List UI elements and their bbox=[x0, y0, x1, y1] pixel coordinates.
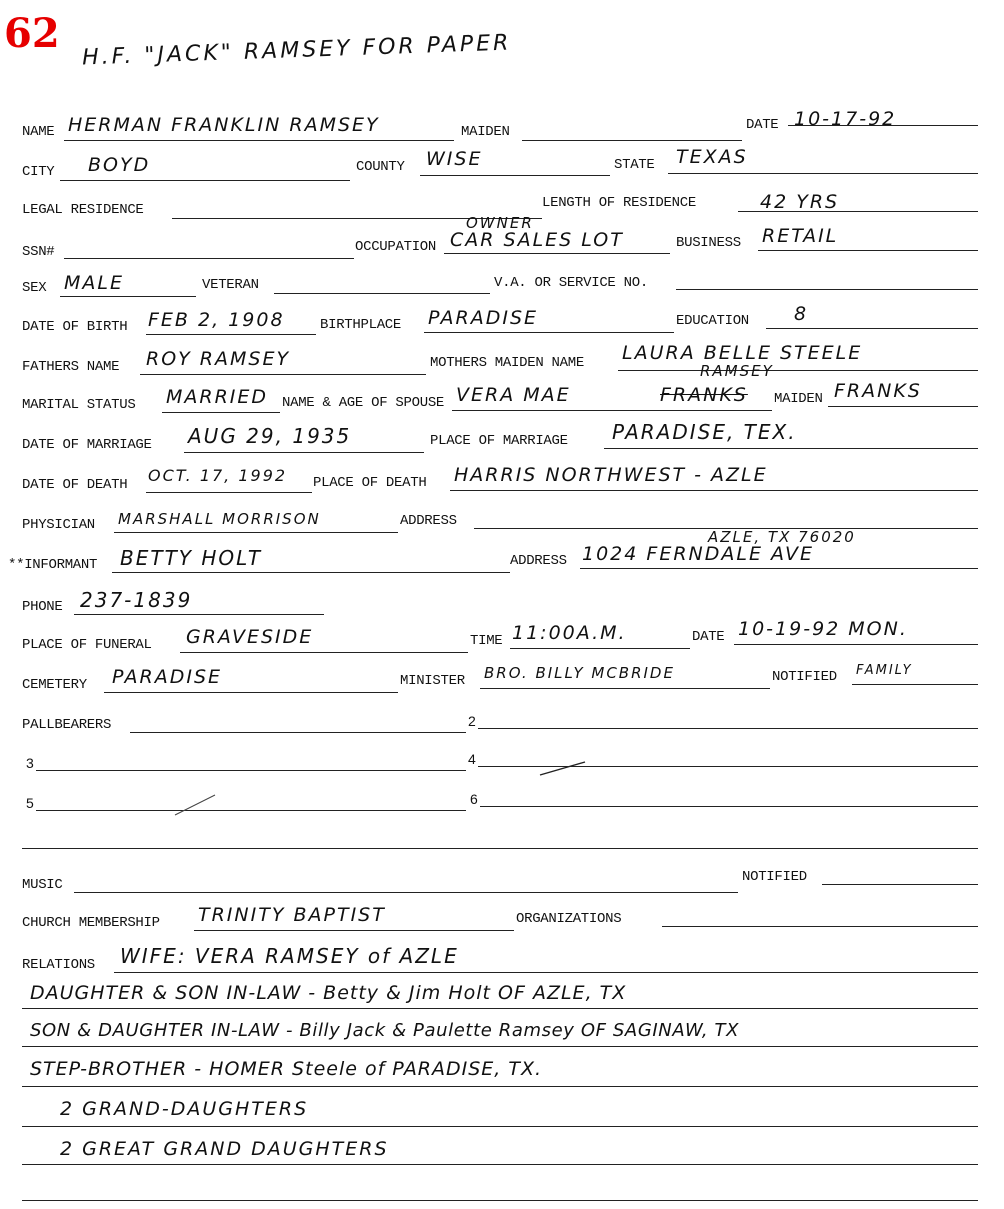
informant-address-label: ADDRESS bbox=[510, 553, 567, 569]
marital-status-value: MARRIED bbox=[166, 386, 269, 408]
informant-value: BETTY HOLT bbox=[120, 546, 263, 570]
pallbearer-6-label: 6 bbox=[470, 791, 478, 807]
birthplace-value: PARADISE bbox=[428, 307, 539, 329]
relations-line-4 bbox=[22, 1086, 978, 1087]
marital-status-label: MARITAL STATUS bbox=[22, 397, 136, 413]
va-number-label: V.A. OR SERVICE NO. bbox=[494, 275, 648, 291]
cemetery-value: PARADISE bbox=[112, 666, 223, 688]
county-label: COUNTY bbox=[356, 159, 405, 175]
minister-label: MINISTER bbox=[400, 673, 465, 689]
funeral-date-value: 10-19-92 MON. bbox=[738, 618, 908, 640]
relations-label: RELATIONS bbox=[22, 957, 95, 973]
city-value: BOYD bbox=[88, 154, 151, 176]
relation-entry: DAUGHTER & SON IN-LAW - Betty & Jim Holt OF AZLE, TX bbox=[30, 982, 627, 1004]
place-of-marriage-label: PLACE OF MARRIAGE bbox=[430, 433, 568, 449]
length-of-residence-label: LENGTH OF RESIDENCE bbox=[542, 195, 696, 211]
organizations-line bbox=[662, 926, 978, 927]
relation-entry: 2 GREAT GRAND DAUGHTERS bbox=[60, 1138, 389, 1160]
county-value: WISE bbox=[426, 148, 483, 170]
music-notified-label: NOTIFIED bbox=[742, 869, 807, 885]
notified-value: FAMILY bbox=[856, 663, 913, 678]
blank-line bbox=[22, 848, 978, 849]
minister-value: BRO. BILLY MCBRIDE bbox=[484, 664, 675, 682]
place-of-marriage-value: PARADISE, TEX. bbox=[612, 420, 797, 444]
church-membership-value: TRINITY BAPTIST bbox=[198, 904, 386, 926]
organizations-label: ORGANIZATIONS bbox=[516, 911, 622, 927]
date-label: DATE bbox=[746, 117, 779, 133]
informant-address-value: 1024 FERNDALE AVE bbox=[582, 543, 815, 565]
funeral-time-value: 11:00A.M. bbox=[512, 622, 627, 644]
date-of-marriage-value: AUG 29, 1935 bbox=[188, 424, 352, 448]
occupation-label: OCCUPATION bbox=[355, 239, 437, 255]
date-value: 10-17-92 bbox=[794, 108, 897, 130]
header-note: H.F. "JACK" RAMSEY FOR PAPER bbox=[81, 30, 512, 71]
legal-residence-label: LEGAL RESIDENCE bbox=[22, 202, 144, 218]
cemetery-label: CEMETERY bbox=[22, 677, 87, 693]
relations-line-6 bbox=[22, 1164, 978, 1165]
date-of-death-value: OCT. 17, 1992 bbox=[148, 466, 288, 485]
education-value: 8 bbox=[794, 303, 809, 325]
date-of-birth-label: DATE OF BIRTH bbox=[22, 319, 128, 335]
relation-entry: SON & DAUGHTER IN-LAW - Billy Jack & Paulette Ramsey OF SAGINAW, TX bbox=[30, 1020, 740, 1041]
pallbearer-2-label: 2 bbox=[468, 713, 476, 729]
spouse-struck-value: FRANKS bbox=[660, 384, 748, 406]
church-membership-label: CHURCH MEMBERSHIP bbox=[22, 915, 160, 931]
name-label: NAME bbox=[22, 124, 55, 140]
relations-line-7 bbox=[22, 1200, 978, 1201]
business-label: BUSINESS bbox=[676, 235, 741, 251]
page-number: 62 bbox=[4, 10, 60, 57]
sex-label: SEX bbox=[22, 280, 47, 296]
veteran-label: VETERAN bbox=[202, 277, 259, 293]
phone-label: PHONE bbox=[22, 599, 63, 615]
occupation-value: CAR SALES LOT bbox=[450, 229, 624, 251]
place-of-funeral-label: PLACE OF FUNERAL bbox=[22, 637, 152, 653]
music-label: MUSIC bbox=[22, 877, 63, 893]
fathers-name-value: ROY RAMSEY bbox=[146, 348, 291, 370]
relations-line-3 bbox=[22, 1046, 978, 1047]
pallbearer-5-label: 5 bbox=[26, 795, 34, 811]
occupation-note: OWNER bbox=[466, 214, 534, 232]
physician-address-label: ADDRESS bbox=[400, 513, 457, 529]
maiden-label: MAIDEN bbox=[461, 124, 510, 140]
date-of-birth-value: FEB 2, 1908 bbox=[148, 309, 285, 331]
notified-label: NOTIFIED bbox=[772, 669, 837, 685]
relation-entry: 2 GRAND-DAUGHTERS bbox=[60, 1098, 309, 1120]
physician-value: MARSHALL MORRISON bbox=[118, 510, 321, 528]
informant-label: **INFORMANT bbox=[8, 557, 98, 573]
birthplace-label: BIRTHPLACE bbox=[320, 317, 402, 333]
mothers-maiden-label: MOTHERS MAIDEN NAME bbox=[430, 355, 584, 371]
state-label: STATE bbox=[614, 157, 655, 173]
pallbearer-4-label: 4 bbox=[468, 751, 476, 767]
spouse-maiden-label: MAIDEN bbox=[774, 391, 823, 407]
fathers-name-label: FATHERS NAME bbox=[22, 359, 120, 375]
funeral-date-label: DATE bbox=[692, 629, 725, 645]
place-of-death-value: HARRIS NORTHWEST - AZLE bbox=[454, 464, 768, 486]
name-value: HERMAN FRANKLIN RAMSEY bbox=[68, 114, 380, 136]
place-of-funeral-value: GRAVESIDE bbox=[186, 626, 314, 648]
city-label: CITY bbox=[22, 164, 55, 180]
phone-value: 237-1839 bbox=[80, 588, 193, 612]
spouse-label: NAME & AGE OF SPOUSE bbox=[282, 395, 445, 411]
pallbearers-label: PALLBEARERS bbox=[22, 717, 112, 733]
church-membership-line bbox=[194, 930, 514, 931]
spouse-value: VERA MAE bbox=[456, 384, 571, 406]
date-of-death-label: DATE OF DEATH bbox=[22, 477, 128, 493]
business-value: RETAIL bbox=[762, 225, 839, 247]
spouse-maiden-value: FRANKS bbox=[834, 380, 922, 402]
physician-label: PHYSICIAN bbox=[22, 517, 95, 533]
mothers-married-note: RAMSEY bbox=[700, 362, 774, 380]
relations-line-1 bbox=[114, 972, 978, 973]
pallbearer-3-label: 3 bbox=[26, 755, 34, 771]
physician-address-value: AZLE, TX 76020 bbox=[708, 528, 856, 546]
funeral-time-label: TIME bbox=[470, 633, 503, 649]
relations-line-5 bbox=[22, 1126, 978, 1127]
place-of-death-label: PLACE OF DEATH bbox=[313, 475, 427, 491]
relation-entry: WIFE: VERA RAMSEY of AZLE bbox=[120, 944, 459, 968]
music-line bbox=[74, 892, 738, 893]
state-value: TEXAS bbox=[676, 146, 748, 168]
relations-line-2 bbox=[22, 1008, 978, 1009]
mothers-maiden-value: LAURA BELLE STEELE bbox=[622, 342, 863, 364]
music-notified-line bbox=[822, 884, 978, 885]
length-of-residence-value: 42 YRS bbox=[760, 191, 840, 213]
date-of-marriage-label: DATE OF MARRIAGE bbox=[22, 437, 152, 453]
education-label: EDUCATION bbox=[676, 313, 749, 329]
sex-value: MALE bbox=[64, 272, 124, 294]
relation-entry: STEP-BROTHER - HOMER Steele of PARADISE, TX. bbox=[30, 1058, 543, 1080]
ssn-label: SSN# bbox=[22, 244, 55, 260]
